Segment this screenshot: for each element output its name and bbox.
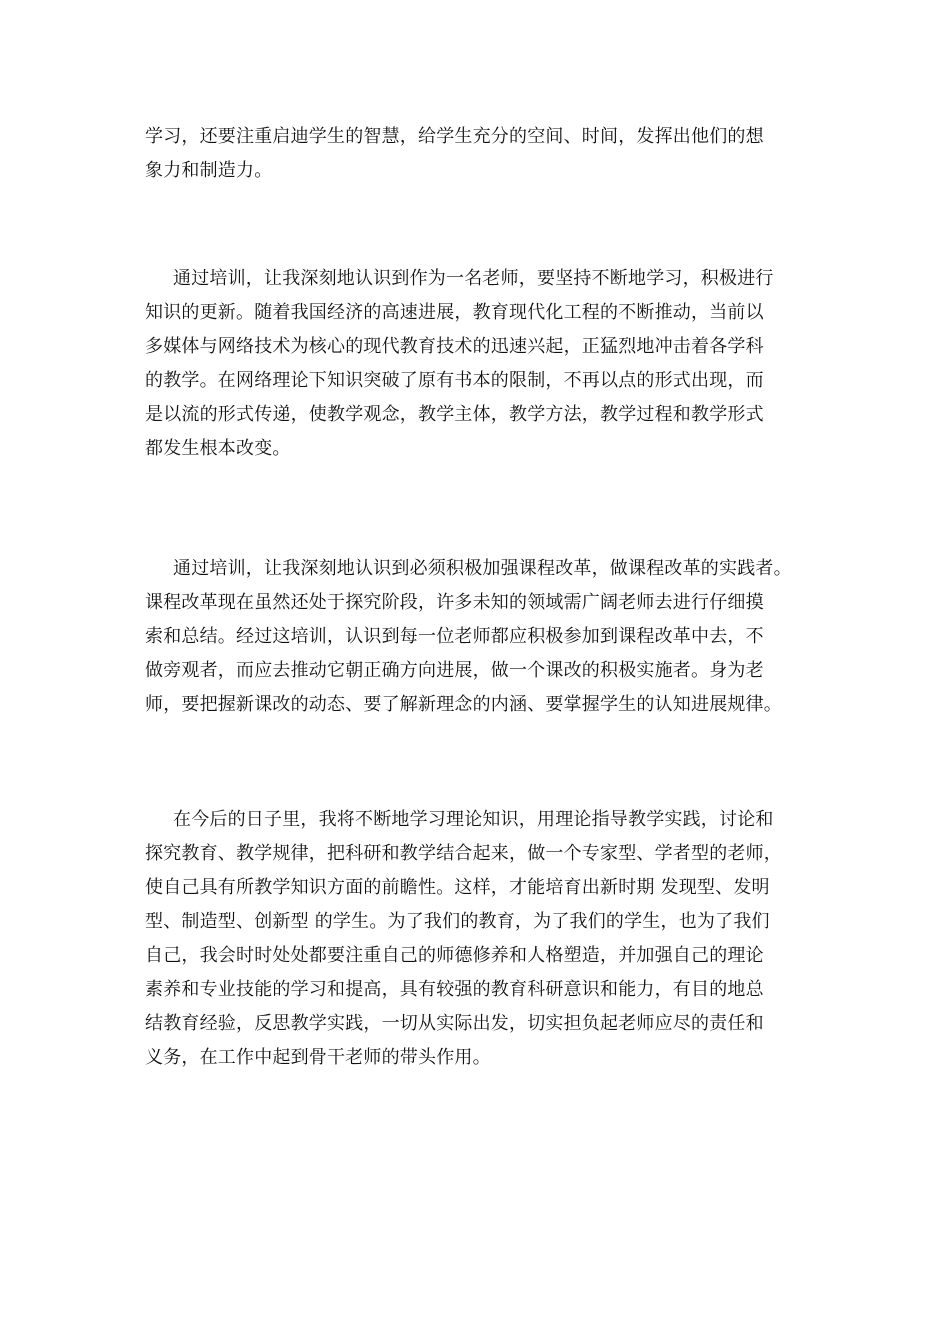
- paragraph-line: 结教育经验，反思教学实践，一切从实际出发，切实担负起老师应尽的责任和: [145, 1013, 764, 1034]
- paragraph-line: 通过培训，让我深刻地认识到作为一名老师，要坚持不断地学习，积极进行: [173, 268, 774, 289]
- paragraph-line: 是以流的形式传递，使教学观念，教学主体，教学方法，教学过程和教学形式: [145, 404, 764, 425]
- paragraph-line: 学习，还要注重启迪学生的智慧，给学生充分的空间、时间，发挥出他们的想: [145, 126, 764, 147]
- paragraph-line: 象力和制造力。: [145, 160, 273, 181]
- paragraph-line: 知识的更新。随着我国经济的高速进展，教育现代化工程的不断推动，当前以: [145, 302, 764, 323]
- paragraph-line: 的教学。在网络理论下知识突破了原有书本的限制，不再以点的形式出现，而: [145, 370, 764, 391]
- paragraph-line: 探究教育、教学规律，把科研和教学结合起来，做一个专家型、学者型的老师，: [145, 843, 782, 864]
- paragraph-1: [145, 120, 825, 188]
- paragraph-line: 通过培训，让我深刻地认识到必须积极加强课程改革，做课程改革的实践者。: [173, 558, 792, 579]
- paragraph-4: [145, 803, 825, 1075]
- paragraph-3: [145, 552, 825, 722]
- paragraph-line: 做旁观者，而应去推动它朝正确方向进展，做一个课改的积极实施者。身为老: [145, 660, 764, 681]
- paragraph-line: 多媒体与网络技术为核心的现代教育技术的迅速兴起，正猛烈地冲击着各学科: [145, 336, 764, 357]
- paragraph-line: 自己，我会时时处处都要注重自己的师德修养和人格塑造，并加强自己的理论: [145, 945, 764, 966]
- paragraph-line: 在今后的日子里，我将不断地学习理论知识，用理论指导教学实践，讨论和: [173, 809, 774, 830]
- paragraph-line: 都发生根本改变。: [145, 438, 291, 459]
- paragraph-line: 型、制造型、创新型 的学生。为了我们的教育，为了我们的学生，也为了我们: [145, 911, 770, 932]
- paragraph-2: [145, 262, 825, 466]
- paragraph-line: 索和总结。经过这培训，认识到每一位老师都应积极参加到课程改革中去，不: [145, 626, 764, 647]
- paragraph-line: 师，要把握新课改的动态、要了解新理念的内涵、要掌握学生的认知进展规律。: [145, 694, 782, 715]
- paragraph-line: 义务，在工作中起到骨干老师的带头作用。: [145, 1047, 491, 1068]
- paragraph-line: 素养和专业技能的学习和提高，具有较强的教育科研意识和能力，有目的地总: [145, 979, 764, 1000]
- paragraph-line: 课程改革现在虽然还处于探究阶段，许多未知的领域需广阔老师去进行仔细摸: [145, 592, 764, 613]
- paragraph-line: 使自己具有所教学知识方面的前瞻性。这样，才能培育出新时期 发现型、发明: [145, 877, 770, 898]
